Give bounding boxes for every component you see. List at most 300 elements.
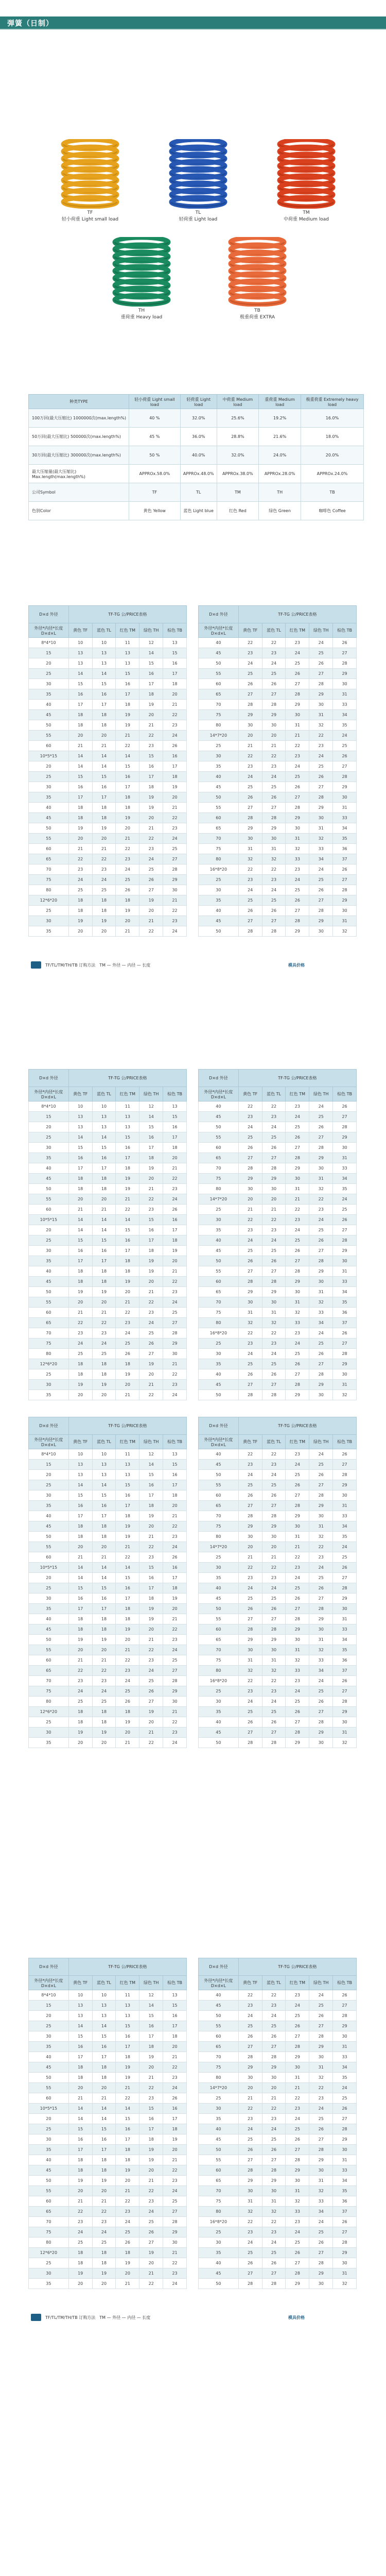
price-cell: 28 [163, 1676, 187, 1686]
legend-cell: 16.0% [301, 409, 364, 428]
table-row [199, 1542, 357, 1552]
price-cell: 29 [309, 1380, 333, 1390]
price-cell: 24 [262, 2011, 286, 2021]
price-cell: 12 [139, 1990, 163, 2001]
price-cell: 13 [92, 1470, 116, 1480]
price-cell: 25 [262, 2134, 286, 2145]
size-cell: 30 [199, 1349, 239, 1359]
price-cell: 16 [139, 1225, 163, 1235]
table-row [199, 761, 357, 772]
price-cell: 18 [68, 1521, 92, 1532]
price-cell: 15 [116, 2021, 139, 2031]
price-cell: 25 [286, 1697, 309, 1707]
price-cell: 32 [286, 1308, 309, 1318]
price-cell: 28 [262, 926, 286, 937]
price-cell: 24 [92, 1686, 116, 1697]
price-cell: 20 [92, 1645, 116, 1655]
size-cell: 10*5*15 [29, 1215, 69, 1225]
price-cell: 18 [92, 1277, 116, 1287]
legend-cell: TH [259, 483, 301, 502]
size-cell: 20 [29, 761, 69, 772]
price-cell: 26 [309, 772, 333, 782]
size-cell: 35 [29, 2145, 69, 2155]
price-cell: 28 [238, 2279, 262, 2289]
price-cell: 18 [92, 1369, 116, 1380]
price-cell: 31 [238, 1308, 262, 1318]
price-cell: 17 [139, 772, 163, 782]
price-cell: 14 [92, 2114, 116, 2124]
price-cell: 19 [163, 2134, 187, 2145]
price-cell: 25 [68, 885, 92, 895]
price-cell: 27 [139, 1697, 163, 1707]
size-cell: 70 [29, 1328, 69, 1338]
price-cell: 25 [333, 1552, 357, 1563]
table-row [29, 1143, 187, 1153]
price-cell: 19 [116, 813, 139, 823]
price-cell: 12 [139, 638, 163, 648]
price-cell: 23 [116, 854, 139, 865]
price-cell: 32 [309, 2186, 333, 2196]
order-example-text: TM — 外径 — 内径 — 长度 [99, 962, 151, 968]
size-cell: 12*6*20 [29, 895, 69, 906]
price-cell: 17 [116, 1501, 139, 1511]
price-cell: 28 [238, 926, 262, 937]
price-cell: 20 [92, 2279, 116, 2289]
legend-cell: 蓝色 Light blue [180, 502, 217, 520]
size-cell: 35 [199, 895, 239, 906]
price-cell: 28 [163, 865, 187, 875]
price-cell: 32 [309, 720, 333, 731]
size-cell: 50 [199, 926, 239, 937]
table-row [29, 1359, 187, 1369]
table-row [199, 1225, 357, 1235]
price-cell: 26 [238, 2145, 262, 2155]
legend-cell: TB [301, 483, 364, 502]
price-cell: 13 [116, 1122, 139, 1132]
legend-cell: 咖啡色 Coffee [301, 502, 364, 520]
price-cell: 25 [286, 772, 309, 782]
size-cell: 20 [29, 2011, 69, 2021]
price-cell: 28 [309, 2031, 333, 2042]
price-cell: 24 [116, 1328, 139, 1338]
size-cell: 80 [199, 2073, 239, 2083]
size-cell: 55 [199, 2021, 239, 2031]
size-cell: 14*7*20 [199, 1194, 239, 1205]
table-row [29, 2134, 187, 2145]
table-row [29, 2042, 187, 2052]
size-cell: 60 [199, 2031, 239, 2042]
price-cell: 29 [286, 1624, 309, 1635]
price-cell: 17 [163, 1573, 187, 1583]
price-cell: 20 [163, 1604, 187, 1614]
size-cell: 45 [199, 648, 239, 658]
price-cell: 11 [116, 1449, 139, 1460]
size-cell: 10*5*15 [29, 1563, 69, 1573]
price-cell: 22 [309, 1194, 333, 1205]
price-cell: 15 [139, 2011, 163, 2021]
price-cell: 25 [238, 1480, 262, 1490]
size-cell: 40 [199, 1990, 239, 2001]
price-cell: 24 [262, 2238, 286, 2248]
table-row [29, 1624, 187, 1635]
price-cell: 18 [163, 1490, 187, 1501]
order-method-note [31, 2314, 150, 2321]
price-cell: 18 [68, 2248, 92, 2258]
price-cell: 32 [333, 1390, 357, 1400]
price-cell: 29 [238, 1521, 262, 1532]
price-cell: 27 [262, 2268, 286, 2279]
price-cell: 30 [333, 906, 357, 916]
price-cell: 31 [238, 1655, 262, 1666]
table-row [29, 906, 187, 916]
price-cell: 18 [116, 1359, 139, 1369]
column-header: 红色 TM [116, 1087, 139, 1101]
price-cell: 10 [68, 1449, 92, 1460]
price-cell: 18 [163, 1143, 187, 1153]
table-row [199, 1738, 357, 1748]
price-cell: 20 [262, 731, 286, 741]
price-cell: 25 [238, 1246, 262, 1256]
column-header: 绿色 TH [139, 623, 163, 638]
price-cell: 22 [238, 865, 262, 875]
table-row [29, 2001, 187, 2011]
price-cell: 20 [139, 1174, 163, 1184]
price-cell: 27 [286, 1490, 309, 1501]
price-cell: 18 [92, 1174, 116, 1184]
price-cell: 36 [333, 1308, 357, 1318]
price-cell: 18 [68, 1624, 92, 1635]
size-cell: 45 [199, 1246, 239, 1256]
size-cell: 40 [199, 638, 239, 648]
price-cell: 25 [309, 1460, 333, 1470]
price-cell: 34 [333, 2062, 357, 2073]
legend-cell: 50 % [129, 446, 180, 465]
table-row [29, 2114, 187, 2124]
price-cell: 30 [163, 2238, 187, 2248]
table-row [29, 638, 187, 648]
price-cell: 28 [286, 1266, 309, 1277]
size-cell: 35 [29, 1256, 69, 1266]
price-cell: 13 [92, 648, 116, 658]
table-row [199, 1297, 357, 1308]
price-cell: 27 [286, 906, 309, 916]
price-cell: 15 [163, 2001, 187, 2011]
size-cell: 80 [199, 1318, 239, 1328]
size-cell: 55 [199, 1614, 239, 1624]
size-cell: 30 [199, 1697, 239, 1707]
price-cell: 22 [139, 1194, 163, 1205]
table-row [29, 1686, 187, 1697]
size-cell: 55 [199, 1132, 239, 1143]
price-cell: 23 [139, 2196, 163, 2207]
table-row [29, 1287, 187, 1297]
price-cell: 18 [116, 1266, 139, 1277]
price-cell: 24 [68, 875, 92, 885]
price-cell: 25 [286, 1235, 309, 1246]
price-cell: 28 [262, 1163, 286, 1174]
table-row [199, 1266, 357, 1277]
price-cell: 16 [92, 1246, 116, 1256]
price-cell: 21 [92, 2196, 116, 2207]
table-row [199, 2227, 357, 2238]
price-cell: 18 [116, 895, 139, 906]
price-cell: 30 [262, 834, 286, 844]
size-cell: 75 [199, 1174, 239, 1184]
size-cell: 25 [29, 2021, 69, 2031]
price-cell: 28 [262, 700, 286, 710]
price-cell: 20 [139, 1717, 163, 1727]
price-cell: 16 [92, 1153, 116, 1163]
price-cell: 21 [92, 2093, 116, 2104]
size-cell: 25 [199, 2227, 239, 2238]
price-cell: 29 [238, 2062, 262, 2073]
price-cell: 13 [92, 2011, 116, 2021]
size-cell: 25 [29, 2258, 69, 2268]
price-cell: 18 [116, 1614, 139, 1624]
price-cell: 25 [238, 895, 262, 906]
price-cell: 24 [286, 1573, 309, 1583]
column-header: 蓝色 TL [262, 1976, 286, 1990]
price-cell: 20 [139, 2258, 163, 2268]
price-cell: 23 [262, 648, 286, 658]
price-cell: 14 [68, 1563, 92, 1573]
price-cell: 22 [286, 1205, 309, 1215]
spring-tm [275, 139, 337, 222]
price-cell: 17 [92, 2145, 116, 2155]
price-cell: 16 [68, 1246, 92, 1256]
price-cell: 23 [286, 2217, 309, 2227]
size-cell: 80 [29, 885, 69, 895]
price-cell: 13 [92, 1122, 116, 1132]
price-cell: 26 [286, 2134, 309, 2145]
table-row [199, 2083, 357, 2093]
size-cell: 70 [199, 1163, 239, 1174]
price-cell: 24 [286, 1225, 309, 1235]
price-cell: 20 [92, 731, 116, 741]
size-cell: 80 [199, 1184, 239, 1194]
price-cell: 21 [238, 741, 262, 751]
table-row [199, 2207, 357, 2217]
size-cell: 55 [29, 2186, 69, 2196]
price-cell: 29 [333, 1707, 357, 1717]
price-cell: 27 [238, 1266, 262, 1277]
price-cell: 34 [333, 710, 357, 720]
price-cell: 19 [68, 2268, 92, 2279]
price-cell: 26 [139, 875, 163, 885]
price-cell: 21 [139, 916, 163, 926]
table-row [199, 1369, 357, 1380]
price-cell: 27 [333, 1573, 357, 1583]
price-cell: 30 [286, 2176, 309, 2186]
price-cell: 27 [262, 916, 286, 926]
price-cell: 26 [333, 1676, 357, 1686]
price-cell: 29 [238, 1287, 262, 1297]
price-cell: 33 [309, 1655, 333, 1666]
table-row [29, 1594, 187, 1604]
price-cell: 17 [163, 2021, 187, 2031]
price-cell: 26 [116, 885, 139, 895]
price-cell: 25 [309, 875, 333, 885]
table-row [199, 2052, 357, 2062]
price-cell: 18 [68, 720, 92, 731]
price-cell: 27 [238, 1380, 262, 1390]
price-cell: 17 [92, 1163, 116, 1174]
price-cell: 30 [333, 2145, 357, 2155]
table-row [29, 1738, 187, 1748]
price-cell: 25 [92, 2238, 116, 2248]
price-cell: 26 [286, 782, 309, 792]
price-cell: 30 [262, 1645, 286, 1655]
size-cell: 55 [29, 834, 69, 844]
price-cell: 19 [92, 2176, 116, 2186]
price-cell: 30 [286, 823, 309, 834]
price-cell: 22 [68, 1666, 92, 1676]
price-cell: 21 [116, 2083, 139, 2093]
legend-cell: 32.0% [180, 409, 217, 428]
price-cell: 31 [309, 1635, 333, 1645]
price-cell: 20 [163, 1256, 187, 1266]
price-cell: 26 [262, 906, 286, 916]
size-cell: 45 [29, 1277, 69, 1287]
price-cell: 23 [139, 1552, 163, 1563]
price-cell: 24 [238, 2011, 262, 2021]
price-cell: 14 [92, 1132, 116, 1143]
table-row [29, 2165, 187, 2176]
price-cell: 27 [262, 2042, 286, 2052]
price-cell: 15 [163, 1112, 187, 1122]
size-cell: 80 [29, 1697, 69, 1707]
table-row [29, 1328, 187, 1338]
price-cell: 18 [92, 813, 116, 823]
price-cell: 25 [262, 1707, 286, 1717]
price-cell: 21 [68, 2196, 92, 2207]
price-cell: 24 [262, 2124, 286, 2134]
price-cell: 27 [309, 2021, 333, 2031]
price-cell: 27 [238, 2155, 262, 2165]
size-cell: 16*8*20 [199, 865, 239, 875]
price-cell: 18 [116, 792, 139, 803]
price-cell: 24 [262, 1470, 286, 1480]
size-cell: 65 [199, 1153, 239, 1163]
price-cell: 28 [309, 2258, 333, 2268]
price-cell: 21 [68, 1655, 92, 1666]
price-cell: 24 [163, 1390, 187, 1400]
price-cell: 19 [92, 1380, 116, 1390]
price-cell: 28 [309, 1604, 333, 1614]
price-cell: 26 [286, 2248, 309, 2258]
price-cell: 29 [333, 895, 357, 906]
price-cell: 30 [286, 1521, 309, 1532]
price-cell: 15 [68, 2124, 92, 2134]
price-cell: 22 [139, 1297, 163, 1308]
size-cell: 50 [199, 2279, 239, 2289]
price-cell: 28 [309, 1717, 333, 1727]
size-cell: 60 [199, 2165, 239, 2176]
price-cell: 18 [92, 2248, 116, 2258]
size-cell: 75 [199, 1521, 239, 1532]
price-cell: 21 [139, 1184, 163, 1194]
price-cell: 24 [309, 865, 333, 875]
price-cell: 15 [92, 2124, 116, 2134]
size-cell: 40 [199, 1235, 239, 1246]
price-cell: 30 [333, 1717, 357, 1727]
price-cell: 27 [163, 1666, 187, 1676]
size-cell: 45 [199, 916, 239, 926]
size-cell: 55 [199, 1480, 239, 1490]
price-cell: 19 [116, 710, 139, 720]
price-cell: 19 [116, 2258, 139, 2268]
price-cell: 31 [333, 2155, 357, 2165]
table-row [29, 1552, 187, 1563]
price-cell: 25 [309, 648, 333, 658]
spring-code: TH [138, 308, 145, 313]
price-cell: 15 [139, 751, 163, 761]
price-cell: 16 [139, 2114, 163, 2124]
price-cell: 20 [139, 1277, 163, 1287]
price-cell: 17 [139, 679, 163, 689]
price-cell: 35 [333, 720, 357, 731]
price-cell: 23 [238, 1225, 262, 1235]
price-cell: 18 [139, 782, 163, 792]
price-cell: 26 [238, 1717, 262, 1727]
price-cell: 27 [238, 2268, 262, 2279]
size-cell: 15 [29, 1460, 69, 1470]
price-cell: 24 [238, 1122, 262, 1132]
price-cell: 22 [286, 741, 309, 751]
price-cell: 22 [262, 1990, 286, 2001]
price-cell: 31 [333, 916, 357, 926]
spring-name: 极重荷重 EXTRA [239, 315, 275, 320]
price-cell: 20 [262, 2083, 286, 2093]
price-cell: 23 [163, 2268, 187, 2279]
price-cell: 12 [139, 1101, 163, 1112]
price-cell: 21 [116, 926, 139, 937]
price-cell: 29 [238, 2176, 262, 2186]
size-cell: 75 [199, 1308, 239, 1318]
size-cell: 40 [199, 1449, 239, 1460]
size-cell: 80 [199, 720, 239, 731]
price-cell: 19 [116, 1624, 139, 1635]
price-cell: 24 [333, 2083, 357, 2093]
column-header: 红色 TM [286, 1976, 309, 1990]
price-cell: 18 [116, 700, 139, 710]
size-group-header: D×d 外径 [199, 1417, 239, 1435]
price-cell: 25 [92, 885, 116, 895]
price-cell: 14 [139, 2001, 163, 2011]
price-cell: 15 [92, 1583, 116, 1594]
price-cell: 21 [68, 1205, 92, 1215]
price-cell: 15 [68, 772, 92, 782]
price-cell: 29 [262, 823, 286, 834]
table-row [29, 1990, 187, 2001]
table-row [29, 1153, 187, 1163]
size-cell: 40 [29, 1614, 69, 1624]
price-cell: 24 [92, 875, 116, 885]
price-cell: 23 [309, 2093, 333, 2104]
price-cell: 14 [139, 648, 163, 658]
table-row [29, 2227, 187, 2238]
column-header: 黄色 TF [68, 1976, 92, 1990]
size-cell: 8*4*10 [29, 1101, 69, 1112]
price-cell: 25 [262, 895, 286, 906]
price-cell: 35 [333, 2186, 357, 2196]
price-cell: 24 [309, 1328, 333, 1338]
table-row [29, 865, 187, 875]
price-cell: 22 [163, 1174, 187, 1184]
price-cell: 27 [139, 2238, 163, 2248]
price-cell: 21 [286, 1194, 309, 1205]
size-cell: 70 [29, 1676, 69, 1686]
